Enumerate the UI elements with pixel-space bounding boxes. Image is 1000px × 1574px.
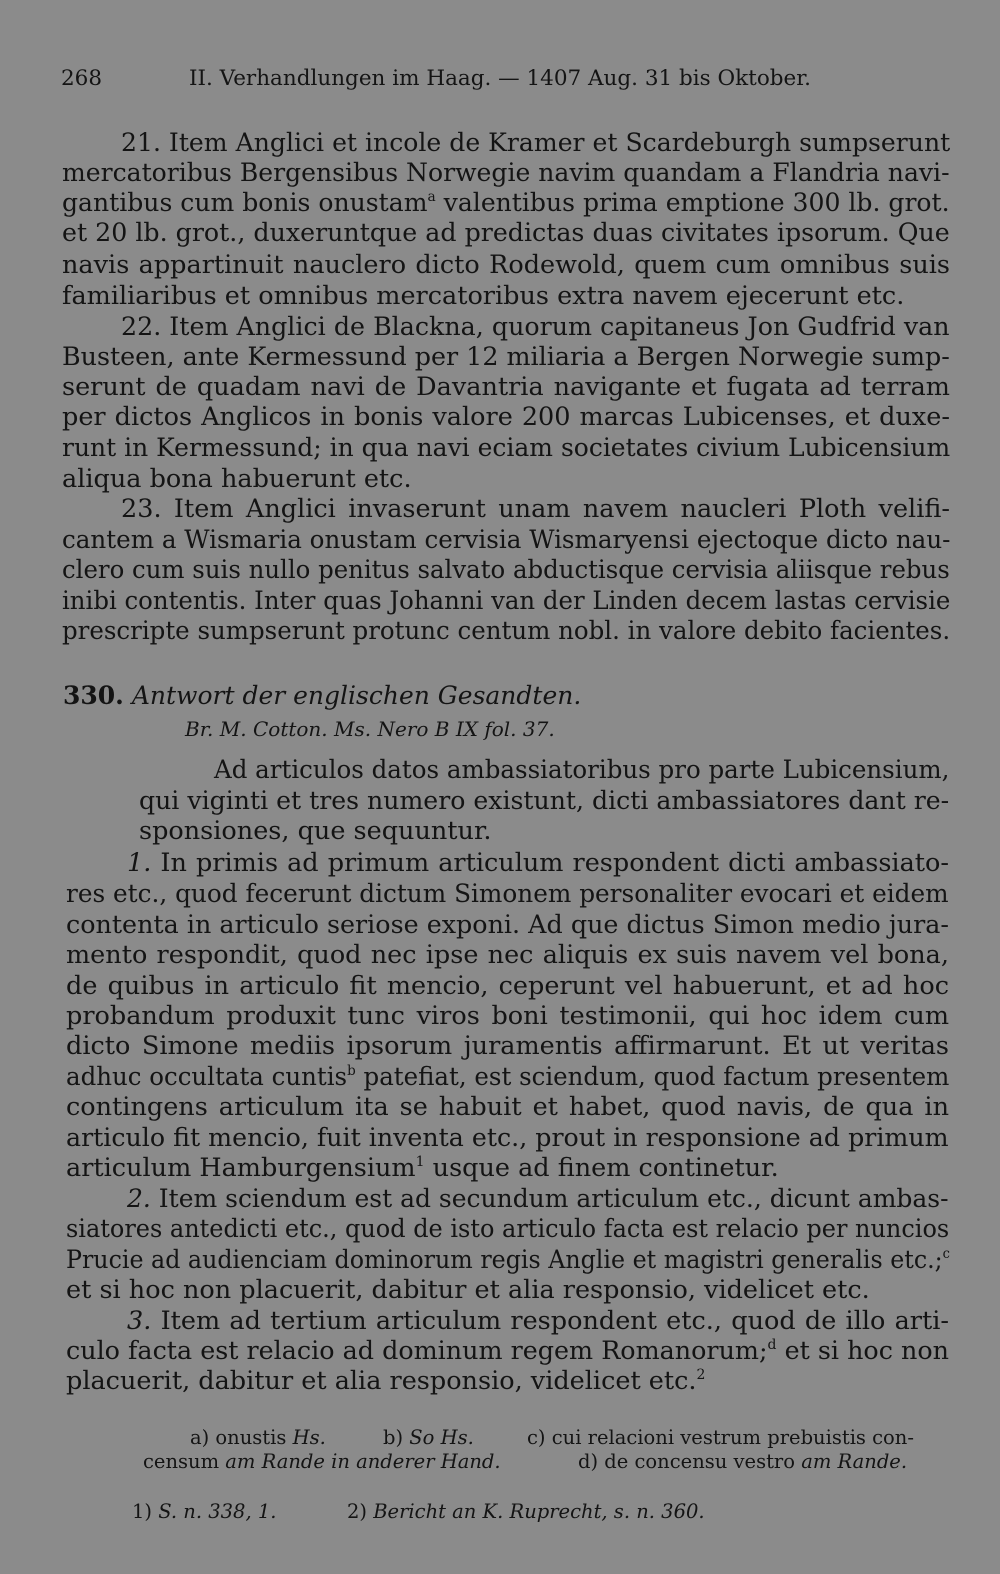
item-number: 3. [127,1306,152,1336]
footnote-c-cont: censum [143,1450,220,1473]
text-line: per dictos Anglicos in bonis valore 200 marcas Lubicenses, et duxe- [62,402,950,432]
text-fragment: culo facta est relacio ad dominum regem Romanorum; [66,1336,768,1366]
page-number: 268 [61,66,103,91]
text-line: navis appartinuit nauclero dicto Rodewold, quem cum omnibus suis [62,250,950,280]
text-line: et 20 lb. grot., duxeruntque ad predictas duas civitates ipsorum. Que [62,218,950,248]
footnote-mark-a: a [427,189,436,206]
text-fragment: usque ad finem continetur. [432,1153,779,1183]
text-line [127,1184,949,1214]
reference-1 [132,1497,276,1527]
text-line [62,188,950,218]
footnote-line [578,1447,907,1477]
text-fragment: et si hoc non [784,1336,949,1366]
text-line: 23. Item Anglici invaserunt unam navem naucleri Ploth velifi- [121,494,950,524]
text-line [66,1245,950,1275]
section-title: Antwort der englischen Gesandten. [131,681,582,710]
text-line [127,1306,949,1336]
footnote-a-note: Hs. [292,1426,326,1449]
section-number: 330. [63,681,124,710]
text-line: dicto Simone mediis ipsorum juramentis affirmarunt. Et ut veritas [66,1031,949,1061]
item-number: 2. [127,1184,151,1214]
footnote-a: a) onustis [190,1426,287,1449]
text-line: et si hoc non placuerit, dabitur et alia responsio, videlicet etc. [66,1275,870,1305]
text-line: Ad articulos datos ambassiatoribus pro parte Lubicensium, [214,755,950,785]
text-line: contenta in articulo seriose exponi. Ad que dictus Simon medio jura- [66,910,949,940]
footnote-mark-c: c [942,1246,950,1263]
text-line: qui viginti et tres numero existunt, dicti ambassiatores dant re- [139,786,950,816]
text-fragment: Prucie ad audienciam dominorum regis Anglie et magistri generalis etc.; [66,1245,943,1275]
reference-number: 2) [347,1500,368,1523]
text-line: sponsiones, que sequuntur. [139,816,492,846]
footnote-line [143,1447,501,1477]
text-line: mento respondit, quod nec ipse nec aliquis ex suis navem vel bona, [66,940,949,970]
footnote-d-note: am Rande. [801,1450,908,1473]
footnote-c-note: am Rande in anderer Hand. [225,1450,501,1473]
text-line [127,848,949,878]
text-line: Busteen, ante Kermessund per 12 miliaria a Bergen Norwegie sump- [62,342,950,372]
text-fragment: articulum Hamburgensium [66,1153,416,1183]
text-line: res etc., quod fecerunt dictum Simonem personaliter evocari et eidem [66,879,949,909]
text-line: 21. Item Anglici et incole de Kramer et Scardeburgh sumpserunt [121,128,951,158]
text-line: inibi contentis. Inter quas Johanni van der Linden decem lastas cervisie [62,586,951,616]
footnote-c: c) cui relacioni vestrum prebuistis con- [527,1426,914,1449]
section-heading [63,681,581,711]
text-fragment: adhuc occultata cuntis [66,1062,348,1092]
footnote-mark-b: b [347,1063,356,1080]
footnote-b-note: So Hs. [409,1426,474,1449]
text-fragment: patefiat, est sciendum, quod factum presentem [363,1062,950,1092]
footnote-b: b) [383,1426,404,1449]
text-line: siatores antedicti etc., quod de isto articulo facta est relacio per nuncios [66,1214,950,1244]
source-citation: Br. M. Cotton. Ms. Nero B IX fol. 37. [185,717,555,741]
footnote-mark-d: d [767,1337,777,1354]
text-line [66,1336,949,1366]
text-fragment: Item ad tertium articulum respondent etc., quod de illo arti- [160,1306,949,1336]
reference-mark-1: 1 [415,1154,425,1171]
text-line: familiaribus et omnibus mercatoribus extra navem ejecerunt etc. [62,281,905,311]
text-line: prescripte sumpserunt protunc centum nobl. in valore debito facientes. [62,616,951,646]
text-line: clero cum suis nullo penitus salvato abductisque cervisia aliisque rebus [62,555,950,585]
text-line: cantem a Wismaria onustam cervisia Wismaryensi ejectoque dicto nau- [62,525,951,555]
text-line: probandum produxit tunc viros boni testimonii, qui hoc idem cum [66,1001,949,1031]
text-line [66,1153,779,1183]
text-line: aliqua bona habuerunt etc. [62,464,412,494]
reference-2 [347,1497,705,1527]
text-line: 22. Item Anglici de Blackna, quorum capitaneus Jon Gudfrid van [121,312,950,342]
text-fragment: valentibus prima emptione 300 lb. grot. [443,188,950,218]
reference-mark-2: 2 [696,1367,706,1384]
text-line [66,1062,950,1092]
text-fragment: placuerit, dabitur et alia responsio, videlicet etc. [66,1366,697,1396]
text-line [66,1366,705,1396]
text-line: contingens articulum ita se habuit et habet, quod navis, de qua in [66,1092,949,1122]
reference-number: 1) [132,1500,153,1523]
text-fragment: gantibus cum bonis onustam [62,188,428,218]
text-fragment: In primis ad primum articulum respondent dicti ambassiato- [160,848,949,878]
text-fragment: Item sciendum est ad secundum articulum etc., dicunt ambas- [158,1184,949,1214]
text-line: serunt de quadam navi de Davantria navigante et fugata ad terram [62,372,950,402]
text-line: mercatoribus Bergensibus Norwegie navim quandam a Flandria navi- [62,158,950,188]
text-line: runt in Kermessund; in qua navi eciam societates civium Lubicensium [62,433,951,463]
footnote-d: d) de concensu vestro [578,1450,795,1473]
reference-text: Bericht an K. Ruprecht, s. n. 360. [373,1500,705,1523]
reference-text: S. n. 338, 1. [158,1500,277,1523]
running-title: II. Verhandlungen im Haag. — 1407 Aug. 31 bis Oktober. [189,66,811,91]
text-line: articulo fit mencio, fuit inventa etc., prout in responsione ad primum [66,1123,949,1153]
text-line: de quibus in articulo fit mencio, ceperunt vel habuerunt, et ad hoc [66,971,949,1001]
item-number: 1. [127,848,152,878]
